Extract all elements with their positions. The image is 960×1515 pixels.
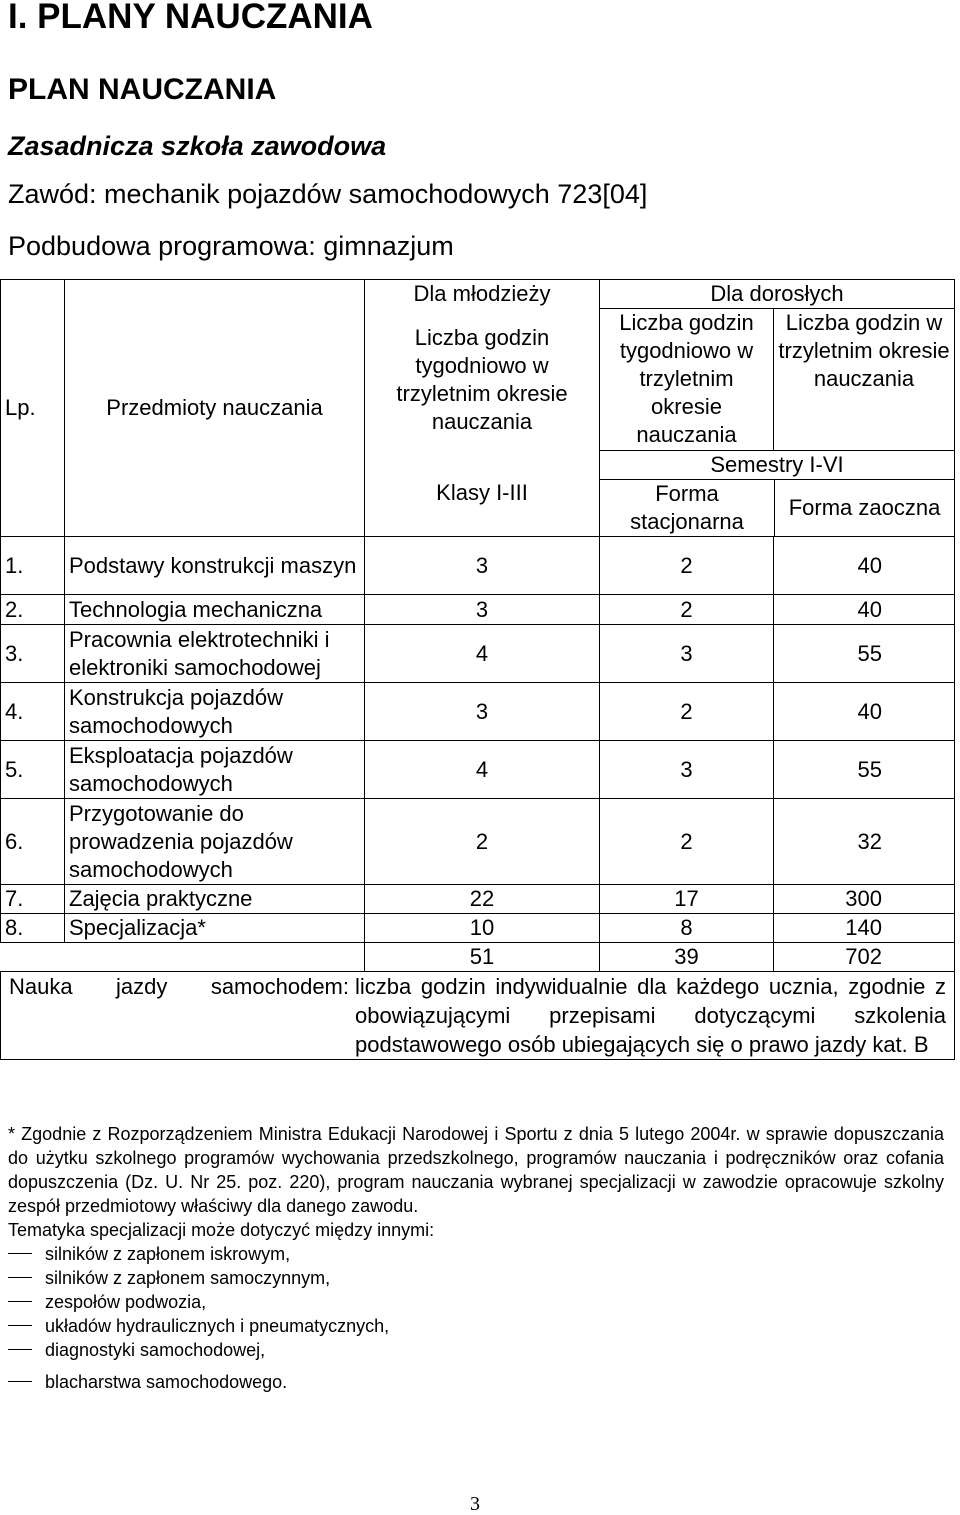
list-item [8,1266,944,1290]
row-extramural-hours: 55 [774,741,955,799]
list-item [8,1314,944,1338]
adults-weekly-header: Liczba godzin tygodniowo w trzyletnim okresie nauczania [600,309,774,451]
row-lp: 5. [1,741,65,799]
row-full-time-hours: 2 [600,799,774,885]
driving-label: Nauka jazdy samochodem: [9,974,349,999]
row-extramural-hours: 140 [774,914,955,943]
row-lp: 4. [1,683,65,741]
total-full-time: 39 [600,943,774,972]
adults-header: Dla dorosłych [600,280,955,309]
driving-text: liczba godzin indywidualnie dla każdego ucznia, zgodnie z obowiązującymi przepisami dotyczącymi szkolenia podstawowego osób ubiegających się o prawo jazdy kat. B [355,974,946,1057]
dash-bullet-icon [8,1381,32,1382]
table-row [1,625,955,683]
row-lp: 1. [1,537,65,595]
table-row [1,537,955,595]
section-heading: I. PLANY NAUCZANIA [8,0,373,36]
row-extramural-hours: 32 [774,799,955,885]
profession-line: Zawód: mechanik pojazdów samochodowych 723[04] [8,179,648,209]
dash-bullet-icon [8,1301,32,1302]
list-item [8,1242,944,1266]
plan-title: PLAN NAUCZANIA [8,73,277,106]
dash-bullet-icon [8,1277,32,1278]
dash-bullet-icon [8,1325,32,1326]
base-line: Podbudowa programowa: gimnazjum [8,231,454,261]
row-youth-hours: 3 [365,537,600,595]
table-row [1,885,955,914]
row-subject: Przygotowanie do prowadzenia pojazdów samochodowych [65,799,365,885]
youth-hours-header: Liczba godzin tygodniowo w trzyletnim okresie nauczania [365,309,600,451]
table-row [1,595,955,625]
row-lp: 2. [1,595,65,625]
row-youth-hours: 3 [365,595,600,625]
row-full-time-hours: 3 [600,625,774,683]
topic-text: silników z zapłonem iskrowym, [45,1244,291,1264]
row-full-time-hours: 2 [600,683,774,741]
row-extramural-hours: 55 [774,625,955,683]
total-youth: 51 [365,943,600,972]
row-subject: Specjalizacja* [65,914,365,943]
topic-text: układów hydraulicznych i pneumatycznych, [45,1316,390,1336]
row-subject: Pracownia elektrotechniki i elektroniki samochodowej [65,625,365,683]
topics-list [8,1242,944,1394]
topics-intro: Tematyka specjalizacji może dotyczyć między innymi: [8,1220,435,1240]
table-row [1,683,955,741]
row-subject: Konstrukcja pojazdów samochodowych [65,683,365,741]
youth-header: Dla młodzieży [365,280,600,309]
row-subject: Technologia mechaniczna [65,595,365,625]
topic-text: diagnostyki samochodowej, [45,1340,266,1360]
curriculum-table [0,279,955,1060]
form-extramural-header: Forma zaoczna [788,495,941,520]
row-youth-hours: 4 [365,741,600,799]
row-full-time-hours: 2 [600,537,774,595]
topic-text: silników z zapłonem samoczynnym, [45,1268,331,1288]
total-extramural: 702 [774,943,955,972]
lp-header: Lp. [1,280,65,537]
school-type: Zasadnicza szkoła zawodowa [8,131,387,161]
row-subject: Podstawy konstrukcji maszyn [65,537,365,595]
topic-text: blacharstwa samochodowego. [45,1372,288,1392]
row-youth-hours: 4 [365,625,600,683]
row-youth-hours: 2 [365,799,600,885]
list-item [8,1370,944,1394]
dash-bullet-icon [8,1349,32,1350]
topic-text: zespołów podwozia, [45,1292,207,1312]
notes [8,1122,944,1394]
row-extramural-hours: 40 [774,537,955,595]
row-lp: 7. [1,885,65,914]
row-full-time-hours: 2 [600,595,774,625]
dash-bullet-icon [8,1253,32,1254]
subjects-header: Przedmioty nauczania [65,280,365,537]
list-item [8,1290,944,1314]
row-subject: Eksploatacja pojazdów samochodowych [65,741,365,799]
row-lp: 3. [1,625,65,683]
youth-classes-header: Klasy I-III [365,451,600,537]
row-extramural-hours: 40 [774,683,955,741]
driving-row [1,972,955,1060]
row-extramural-hours: 40 [774,595,955,625]
totals-row [1,943,955,972]
row-lp: 6. [1,799,65,885]
row-youth-hours: 10 [365,914,600,943]
semesters-header: Semestry I-VI [600,451,954,480]
table-row [1,741,955,799]
row-full-time-hours: 8 [600,914,774,943]
row-youth-hours: 22 [365,885,600,914]
row-full-time-hours: 3 [600,741,774,799]
row-subject: Zajęcia praktyczne [65,885,365,914]
list-item [8,1338,944,1362]
footnote: * Zgodnie z Rozporządzeniem Ministra Edukacji Narodowej i Sportu z dnia 5 lutego 2004r. w sprawie dopuszczania do użytku szkolnego programów wychowania przedszkolnego, programów nauczania i podręczników oraz cofania dopuszczenia (Dz. U. Nr 25. poz. 220), program nauczania wybranej specjalizacji w zawodzie opracowuje szkolny zespół przedmiotowy właściwy dla danego zawodu. [8,1124,944,1216]
row-youth-hours: 3 [365,683,600,741]
row-lp: 8. [1,914,65,943]
form-full-time-header: Forma stacjonarna [600,480,775,536]
row-extramural-hours: 300 [774,885,955,914]
row-full-time-hours: 17 [600,885,774,914]
table-row [1,799,955,885]
table-row [1,914,955,943]
adults-total-header: Liczba godzin w trzyletnim okresie nauczania [774,309,955,451]
page-number: 3 [470,1493,480,1515]
